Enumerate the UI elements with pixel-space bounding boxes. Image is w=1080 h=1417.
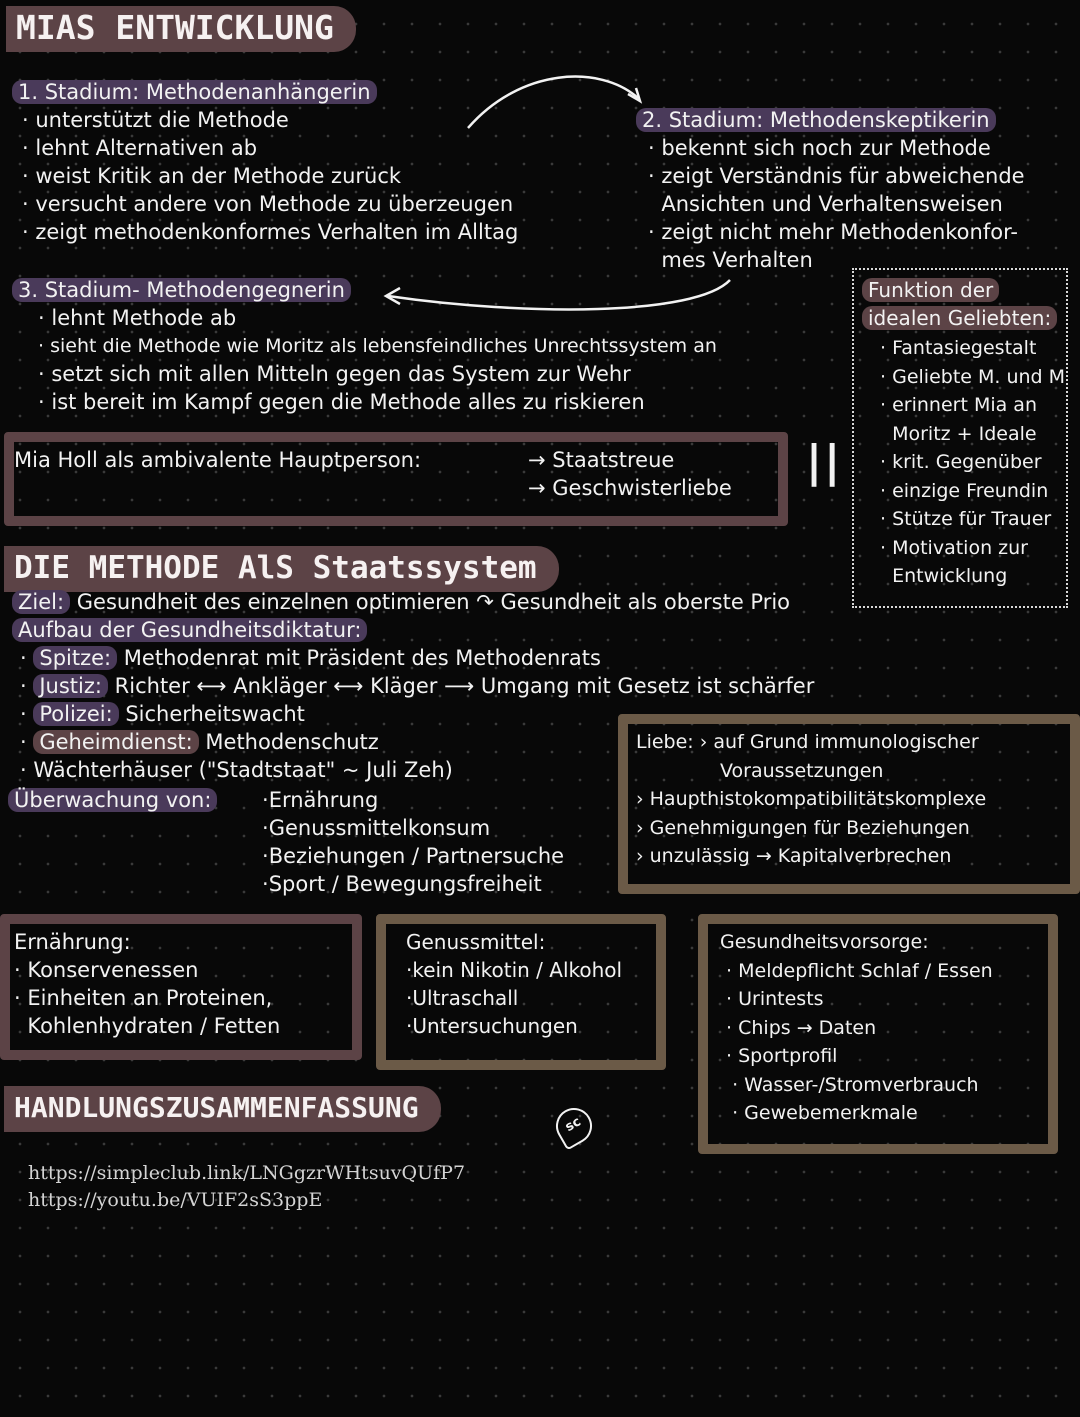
list-item: · sieht die Methode wie Moritz als lebensfeindliches Unrechtssystem an	[38, 335, 717, 357]
list-item: · Geheimdienst: Methodenschutz	[20, 730, 379, 754]
list-item: · Motivation zur	[880, 536, 1028, 559]
list-item: · einzige Freundin	[880, 479, 1049, 502]
funktion-heading-line2: idealen Geliebten:	[862, 306, 1057, 330]
list-item: · weist Kritik an der Methode zurück	[22, 164, 402, 188]
list-item: · krit. Gegenüber	[880, 451, 1042, 473]
section-title-methode: DIE METHODE AlS Staatssystem	[4, 546, 559, 592]
list-item: ·kein Nikotin / Alkohol	[406, 958, 623, 982]
gesundheit-content	[720, 928, 993, 1128]
section-title-mias: MIAS ENTWICKLUNG	[6, 6, 356, 52]
list-item: › Haupthistokompatibilitätskomplexe	[636, 788, 987, 810]
list-item: ·Sport / Bewegungsfreiheit	[262, 872, 542, 896]
ambivalent-label: Mia Holl als ambivalente Hauptperson:	[14, 448, 422, 472]
list-item: · bekennt sich noch zur Methode	[648, 136, 991, 160]
list-item: · Chips → Daten	[720, 1016, 877, 1039]
list-item: ·Beziehungen / Partnersuche	[262, 844, 565, 868]
list-item: · setzt sich mit allen Mitteln gegen das System zur Wehr	[38, 362, 631, 386]
list-item: · erinnert Mia an	[880, 394, 1037, 416]
logo-text: sc	[562, 1114, 584, 1136]
list-item: ·Untersuchungen	[406, 1014, 578, 1038]
ambivalent-arrow-staatstreue: → Staatstreue	[528, 448, 675, 472]
list-item: mes Verhalten	[661, 248, 813, 272]
ueberwachung-line	[8, 786, 217, 814]
stage2-block	[636, 106, 996, 134]
list-item: · Einheiten an Proteinen,	[14, 986, 273, 1010]
list-item: · Meldepflicht Schlaf / Essen	[720, 959, 993, 982]
list-item: · Urintests	[720, 988, 824, 1010]
list-item: · Stütze für Trauer	[880, 508, 1052, 530]
aufbau-heading: Aufbau der Gesundheitsdiktatur:	[12, 618, 367, 642]
list-item: › auf Grund immunologischer	[699, 731, 979, 753]
genuss-content	[406, 928, 622, 1040]
gesundheit-heading: Gesundheitsvorsorge:	[720, 931, 929, 953]
funktion-heading	[862, 276, 1057, 332]
parallel-symbol: ||	[806, 436, 843, 487]
list-item: ·Ultraschall	[406, 986, 519, 1010]
stage3-list	[38, 304, 717, 416]
list-item: · Gewebemerkmale	[720, 1102, 918, 1124]
list-item: · Spitze: Methodenrat mit Präsident des Methodenrats	[20, 646, 601, 670]
liebe-content	[636, 728, 986, 871]
simpleclub-logo-icon	[549, 1101, 598, 1150]
liebe-label: Liebe:	[636, 731, 694, 753]
list-item: Kohlenhydraten / Fetten	[27, 1014, 281, 1038]
list-item: › unzulässig → Kapitalverbrechen	[636, 845, 952, 867]
stage3-block	[12, 276, 351, 304]
list-item: · Sportprofil	[720, 1045, 838, 1067]
links-list	[28, 1160, 465, 1214]
list-item: · Wächterhäuser ("Stadtstaat" ~ Juli Zeh)	[20, 758, 453, 782]
list-item: · Justiz: Richter ⟷ Ankläger ⟷ Kläger ⟶ Umgang mit Gesetz ist schärfer	[20, 674, 815, 698]
list-item: · Fantasiegestalt	[880, 337, 1037, 359]
list-item: Moritz + Ideale	[892, 422, 1037, 445]
ambivalent-arrow-geschwisterliebe: → Geschwisterliebe	[528, 476, 732, 500]
funktion-list	[880, 334, 1065, 591]
list-item: Entwicklung	[892, 565, 1008, 587]
link-youtube[interactable]: https://youtu.be/VUIF2sS3ppE	[28, 1189, 323, 1211]
list-item: · ist bereit im Kampf gegen die Methode alles zu riskieren	[38, 390, 645, 414]
list-item: · Polizei: Sicherheitswacht	[20, 702, 305, 726]
stage3-heading: 3. Stadium- Methodengegnerin	[12, 278, 351, 302]
arrow-stage1-to-stage2	[460, 64, 660, 134]
ziel-label: Ziel:	[12, 590, 70, 614]
list-item: · zeigt Verständnis für abweichende	[648, 164, 1025, 188]
stage1-heading: 1. Stadium: Methodenanhängerin	[12, 80, 377, 104]
funktion-heading-line1: Funktion der	[862, 278, 999, 302]
list-item: · Konservenessen	[14, 958, 199, 982]
list-item: · lehnt Alternativen ab	[22, 136, 258, 160]
list-item: · zeigt nicht mehr Methodenkonfor-	[648, 220, 1018, 244]
list-item: Voraussetzungen	[720, 759, 884, 782]
ernaehrung-heading: Ernährung:	[14, 930, 131, 954]
ueberwachung-label: Überwachung von:	[8, 788, 217, 812]
list-item: Ansichten und Verhaltensweisen	[661, 192, 1003, 216]
list-item: ·Ernährung	[262, 788, 379, 812]
list-item: ·Genussmittelkonsum	[262, 816, 491, 840]
list-item: · versucht andere von Methode zu überzeugen	[22, 192, 514, 216]
stage1-list	[22, 106, 518, 246]
ziel-line	[12, 588, 790, 616]
list-item: · Wasser-/Stromverbrauch	[720, 1073, 979, 1096]
genuss-heading: Genussmittel:	[406, 930, 546, 954]
list-item: · lehnt Methode ab	[38, 306, 237, 330]
ernaehrung-content	[14, 928, 280, 1040]
stage1-block	[12, 78, 377, 106]
list-item: · unterstützt die Methode	[22, 108, 289, 132]
ziel-text: Gesundheit des einzelnen optimieren ↷ Gesundheit als oberste Prio	[76, 590, 791, 614]
list-item: · Geliebte M. und M	[880, 365, 1066, 388]
stage2-heading: 2. Stadium: Methodenskeptikerin	[636, 108, 996, 132]
list-item: · zeigt methodenkonformes Verhalten im Alltag	[22, 220, 519, 244]
link-simpleclub[interactable]: https://simpleclub.link/LNGgzrWHtsuvQUfP7	[28, 1162, 466, 1184]
aufbau-line	[12, 616, 367, 644]
stage2-list	[648, 134, 1025, 274]
ueberwachung-list	[262, 786, 564, 898]
section-title-handlung: HANDLUNGSZUSAMMENFASSUNG	[4, 1086, 441, 1132]
list-item: › Genehmigungen für Beziehungen	[636, 816, 970, 839]
